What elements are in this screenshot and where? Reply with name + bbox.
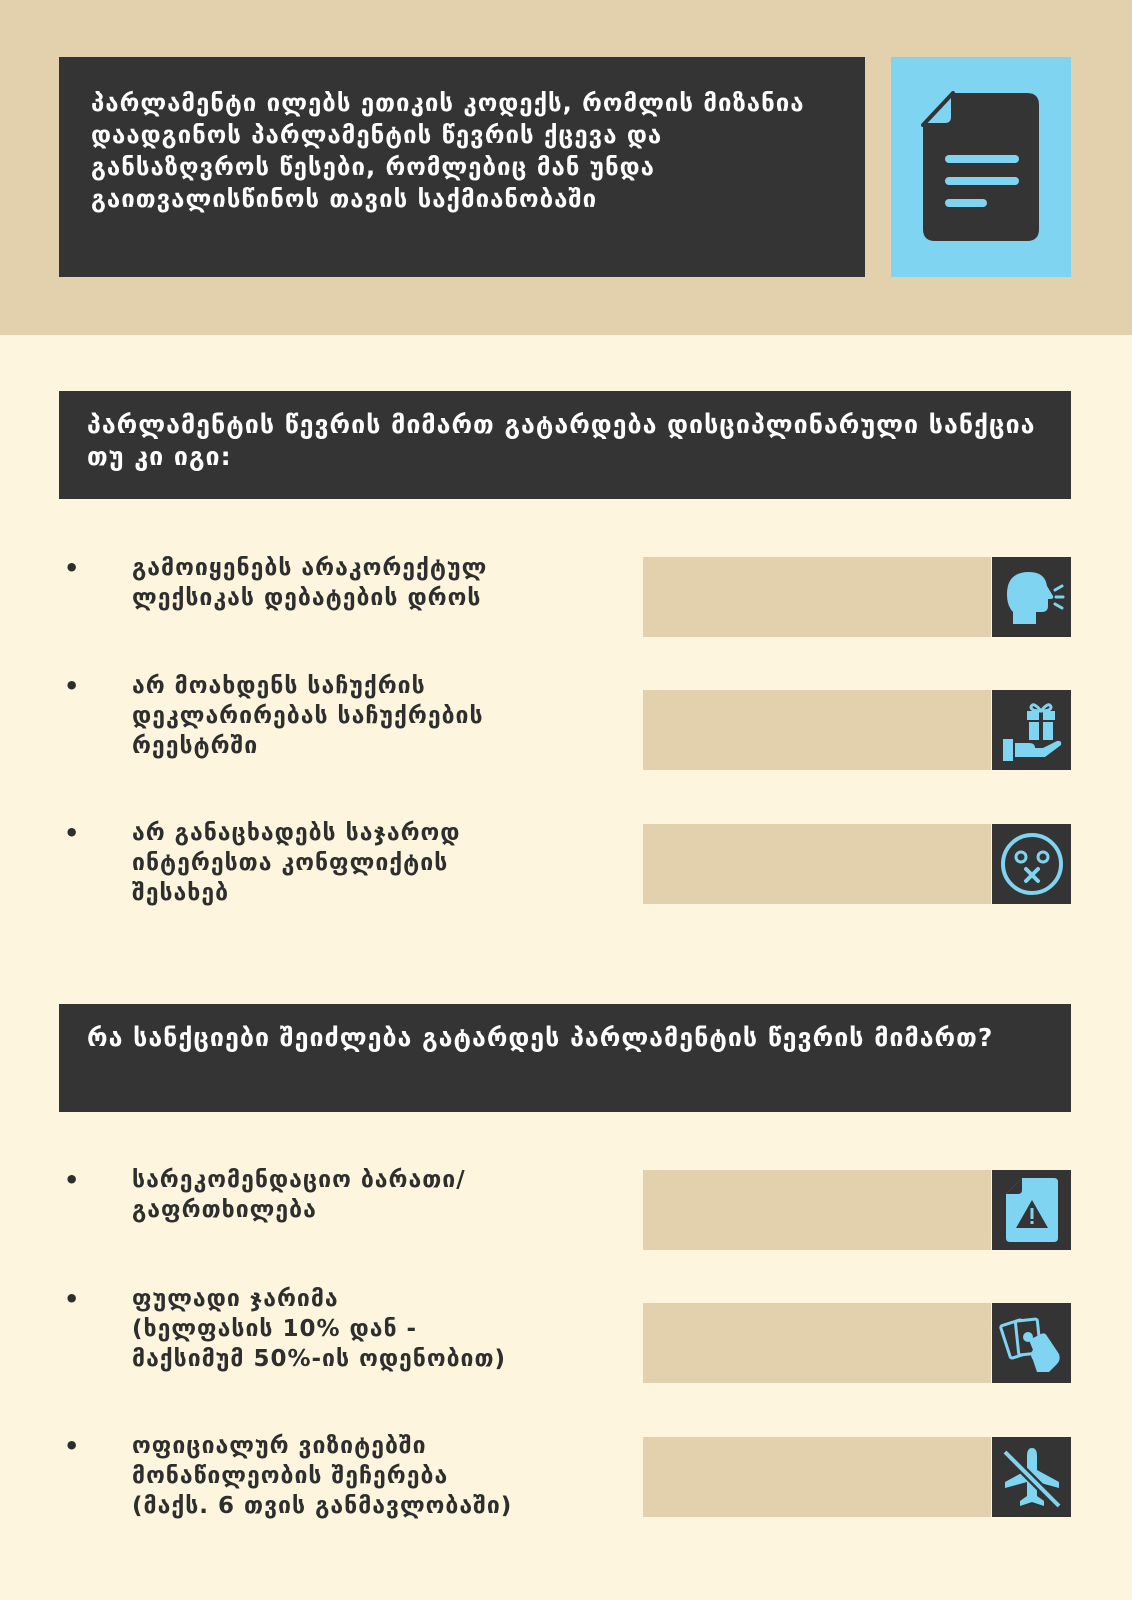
decorative-bar: [643, 557, 991, 637]
decorative-bar: [643, 690, 991, 770]
gift-in-hand-icon: [999, 697, 1065, 763]
icon-tile: [992, 557, 1071, 637]
decorative-bar: [643, 1170, 991, 1250]
list-item-text: ოფიციალურ ვიზიტებში მონაწილეობის შეჩერება (მაქს. 6 თვის განმავლობაში): [132, 1433, 513, 1519]
list-item-monetary-fine: [60, 1284, 620, 1374]
bullet: •: [64, 554, 81, 582]
decorative-bar: [643, 824, 991, 904]
list-item-text: გამოიყენებს არაკორექტულ ლექსიკას დებატების დროს: [132, 555, 488, 611]
icon-tile: [992, 690, 1071, 770]
money-in-hand-icon: [999, 1310, 1065, 1376]
list-item-text: სარეკომენდაციო ბარათი/ გაფრთხილება: [132, 1167, 466, 1223]
bullet: •: [64, 1285, 81, 1313]
intro-text: პარლამენტი ილებს ეთიკის კოდექს, რომლის მიზანია დაადგინოს პარლამენტის წევრის ქცევა და განსაზღვროს წესები, რომლებიც მან უნდა გაითვალისწინოს თავის საქმიანობაში: [91, 89, 805, 213]
list-item-text: ფულადი ჯარიმა (ხელფასის 10% დან - მაქსიმუმ 50%-ის ოდენობით): [132, 1286, 507, 1372]
icon-tile: [992, 824, 1071, 904]
icon-tile: [992, 1303, 1071, 1383]
list-item-gift-declaration: [60, 671, 620, 761]
list-item-text: არ განაცხადებს საჯაროდ ინტერესთა კონფლიქტის შესახებ: [132, 820, 461, 906]
speaking-head-icon: [999, 564, 1065, 630]
muted-face-icon: [998, 830, 1066, 898]
bullet: •: [64, 819, 81, 847]
section-heading-text: პარლამენტის წევრის მიმართ გატარდება დისციპლინარული სანქცია თუ კი იგი:: [87, 410, 1036, 471]
list-item-warning-card: [60, 1165, 620, 1225]
decorative-bar: [643, 1437, 991, 1517]
section-heading-text: რა სანქციები შეიძლება გატარდეს პარლამენტის წევრის მიმართ?: [87, 1023, 994, 1052]
section-heading-sanctions: [59, 1004, 1071, 1112]
section-heading-violations: [59, 391, 1071, 499]
list-item-text: არ მოახდენს საჩუქრის დეკლარირებას საჩუქრების რეესტრში: [132, 673, 484, 759]
icon-tile: [992, 1170, 1071, 1250]
document-icon-tile: [891, 57, 1071, 277]
document-icon: [921, 91, 1041, 243]
intro-text-box: [59, 57, 865, 277]
icon-tile: [992, 1437, 1071, 1517]
bullet: •: [64, 1432, 81, 1460]
bullet: •: [64, 672, 81, 700]
list-item-travel-suspension: [60, 1431, 620, 1521]
document-warning-icon: [1004, 1176, 1060, 1244]
list-item-inappropriate-language: [60, 553, 620, 613]
list-item-conflict-of-interest: [60, 818, 620, 908]
bullet: •: [64, 1166, 81, 1194]
decorative-bar: [643, 1303, 991, 1383]
no-flights-icon: [999, 1444, 1065, 1510]
